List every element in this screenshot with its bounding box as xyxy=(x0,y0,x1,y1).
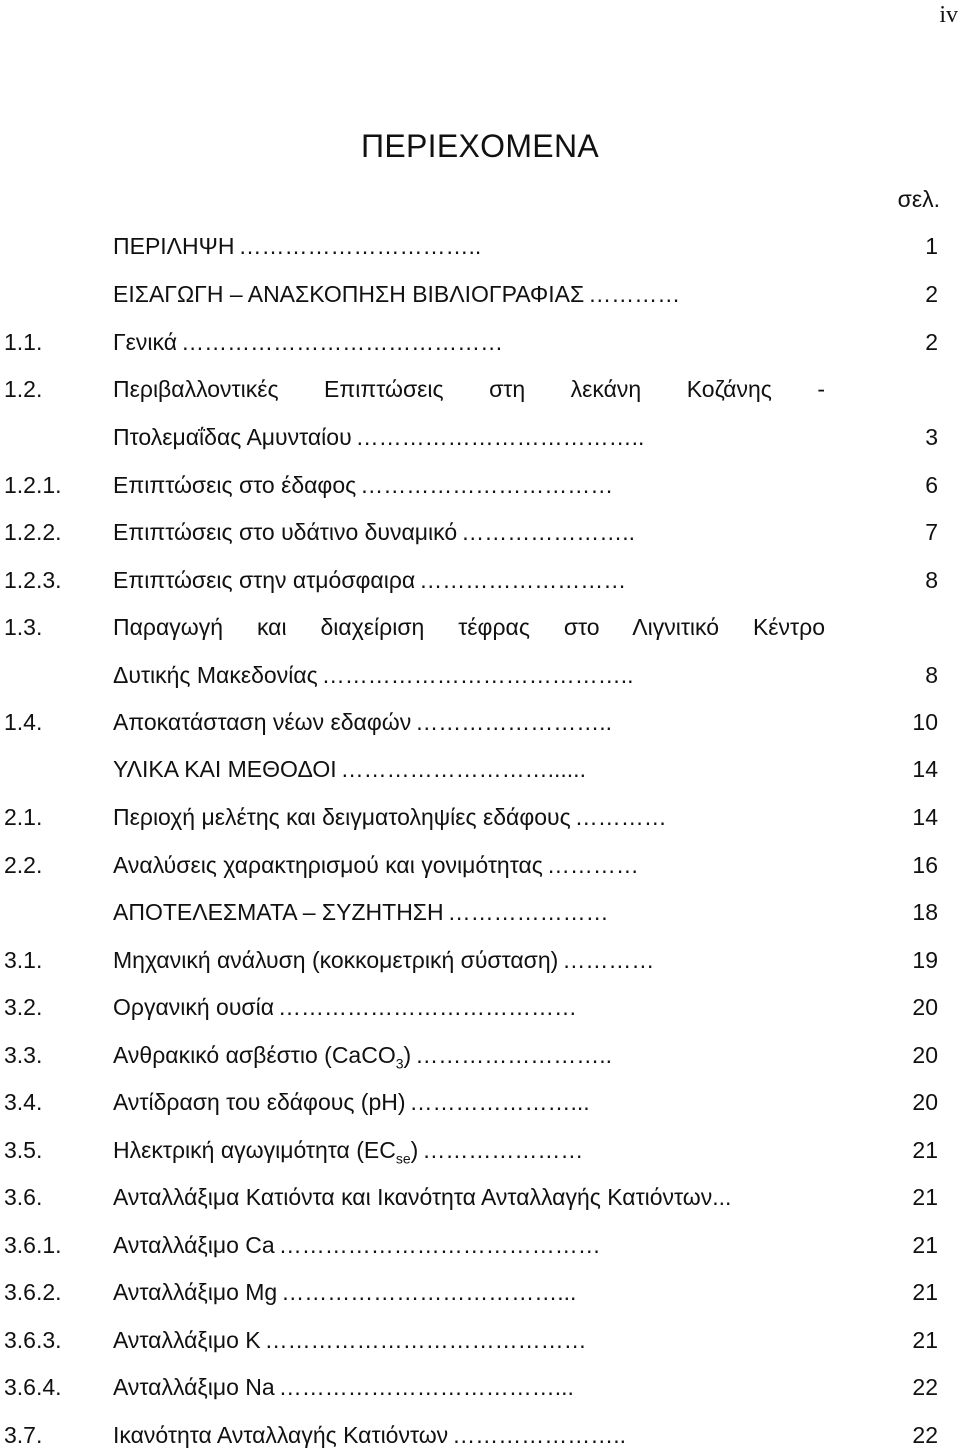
toc-entry-title-text: ΥΛΙΚΑ ΚΑΙ ΜΕΘΟΔΟΙ xyxy=(113,756,337,782)
page-number: iv xyxy=(939,2,958,28)
toc-entry xyxy=(0,610,960,644)
toc-entry xyxy=(0,1370,960,1404)
toc-entry-page: 1 xyxy=(925,233,938,259)
toc-entry-title-line xyxy=(113,800,825,834)
toc-entry xyxy=(0,515,960,549)
toc-entry-title-line xyxy=(113,1180,825,1214)
toc-entry xyxy=(0,1085,960,1119)
toc-entry xyxy=(0,800,960,834)
toc-entry-leader: ………………………………... xyxy=(281,1279,577,1305)
toc-entry-leader: ………………………………... xyxy=(278,1374,574,1400)
toc-entry xyxy=(0,705,960,739)
toc-entry-page: 18 xyxy=(912,899,938,925)
toc-entry-page: 22 xyxy=(912,1374,938,1400)
toc-entry-number: 3.6. xyxy=(4,1184,43,1210)
toc-entry-number: 1.1. xyxy=(4,329,43,355)
toc-entry-leader: …………………………………… xyxy=(264,1327,587,1353)
toc-entry-leader: …………………….. xyxy=(415,1042,612,1068)
toc-entry-leader: ………………………………… xyxy=(278,994,578,1020)
toc-entry-number: 3.6.3. xyxy=(4,1327,62,1353)
toc-entry-number: 1.3. xyxy=(4,614,43,640)
toc-entry xyxy=(0,372,960,406)
toc-entry-title-suffix: ) xyxy=(410,1137,419,1163)
toc-entry-title xyxy=(113,895,444,929)
toc-entry-leader: …………………... xyxy=(409,1089,590,1115)
toc-entry-title-line xyxy=(113,1418,825,1452)
toc-entry-title-text: Γενικά xyxy=(113,329,178,355)
toc-entry-page: 10 xyxy=(912,709,938,735)
toc-entry-title-text: Επιπτώσεις στο έδαφος xyxy=(113,472,357,498)
toc-entry-number: 1.2.3. xyxy=(4,567,62,593)
toc-entry-page: 16 xyxy=(912,852,938,878)
toc-entry-title-line xyxy=(113,610,825,644)
toc-entry-subscript: 3 xyxy=(395,1055,404,1072)
toc-entry-number: 3.6.2. xyxy=(4,1279,62,1305)
toc-entry-number: 3.6.4. xyxy=(4,1374,62,1400)
toc-entry-leader: ………… xyxy=(562,947,655,973)
toc-entry-title-text: Ηλεκτρική αγωγιμότητα (EC xyxy=(113,1137,396,1163)
toc-entry-leader: ………………… xyxy=(422,1137,584,1163)
toc-entry-title xyxy=(113,372,825,406)
toc-entry-title-text: Περιβαλλοντικές Επιπτώσεις στη λεκάνη Κοζάνης - xyxy=(113,376,825,402)
toc-entry xyxy=(0,658,960,692)
toc-entry-leader: ………… xyxy=(574,804,667,830)
toc-entry xyxy=(0,990,960,1024)
toc-entry-page: 3 xyxy=(925,424,938,450)
toc-entry-title xyxy=(113,1085,406,1119)
page-column-label: σελ. xyxy=(897,186,940,212)
toc-entry-subscript: se xyxy=(395,1150,411,1167)
toc-entry-page: 14 xyxy=(912,804,938,830)
toc-entry-title-line xyxy=(113,325,825,359)
toc-entry-title-text: Πτολεμαΐδας Αμυνταίου xyxy=(113,424,352,450)
toc-entry-title-line xyxy=(113,563,825,597)
toc-entry-title xyxy=(113,1418,448,1452)
toc-entry-leader: ………… xyxy=(588,281,681,307)
toc-entry xyxy=(0,1133,960,1167)
toc-entry-page: 7 xyxy=(925,519,938,545)
toc-entry-page: 22 xyxy=(912,1422,938,1448)
toc-entry-title-text: ΑΠΟΤΕΛΕΣΜΑΤΑ – ΣΥΖΗΤΗΣΗ xyxy=(113,899,444,925)
toc-entry-title-text: Επιπτώσεις στο υδάτινο δυναμικό xyxy=(113,519,458,545)
toc-entry-title xyxy=(113,1370,275,1404)
toc-entry-title-line xyxy=(113,277,825,311)
toc-entry-title-text: Αναλύσεις χαρακτηρισμού και γονιμότητας xyxy=(113,852,543,878)
toc-entry-leader: ………… xyxy=(546,852,639,878)
toc-entry xyxy=(0,943,960,977)
toc-entry-title-line xyxy=(113,848,825,882)
toc-entry-leader: …………………………… xyxy=(360,472,614,498)
toc-entry-number: 3.6.1. xyxy=(4,1232,62,1258)
toc-entry-title-line xyxy=(113,229,825,263)
toc-entry-number: 3.2. xyxy=(4,994,43,1020)
toc-entry-title xyxy=(113,1228,275,1262)
toc-entry-title-text: Μηχανική ανάλυση (κοκκομετρική σύσταση) xyxy=(113,947,559,973)
toc-entry xyxy=(0,1180,960,1214)
toc-entry-page: 21 xyxy=(912,1232,938,1258)
toc-entry-title-text: Ανταλλάξιμο K xyxy=(113,1327,261,1353)
toc-entry-title-text: Επιπτώσεις στην ατμόσφαιρα xyxy=(113,567,416,593)
toc-entry-title xyxy=(113,277,584,311)
toc-entry-title xyxy=(113,563,415,597)
toc-entry-title-text: Παραγωγή και διαχείριση τέφρας στο Λιγνιτικό Κέντρο xyxy=(113,614,825,640)
toc-entry xyxy=(0,1323,960,1357)
toc-entry-number: 1.2.1. xyxy=(4,472,62,498)
toc-entry-number: 3.7. xyxy=(4,1422,43,1448)
toc-entry-leader: ………………….. xyxy=(461,519,635,545)
toc-entry-leader: ……………………………….. xyxy=(355,424,645,450)
toc-entry-page: 21 xyxy=(912,1279,938,1305)
toc-entry xyxy=(0,752,960,786)
toc-entry-title-line xyxy=(113,1133,825,1167)
toc-entry-page: 21 xyxy=(912,1137,938,1163)
toc-entry-page: 21 xyxy=(912,1184,938,1210)
toc-entry-title xyxy=(113,468,356,502)
toc-entry-title xyxy=(113,990,274,1024)
toc-entry-title xyxy=(113,752,337,786)
toc-entry-page: 20 xyxy=(912,1089,938,1115)
toc-entry-title-line xyxy=(113,468,825,502)
toc-entry-title-line xyxy=(113,1038,825,1072)
toc-entry-title-line xyxy=(113,752,825,786)
toc-entry-number: 2.1. xyxy=(4,804,43,830)
toc-entry-title-text: Αντίδραση του εδάφους (pH) xyxy=(113,1089,406,1115)
toc-entry-title-suffix: ) xyxy=(403,1042,412,1068)
toc-entry-title-line xyxy=(113,895,825,929)
toc-entry-title-text: Ανθρακικό ασβέστιο (CaCO xyxy=(113,1042,396,1068)
toc-entry-title xyxy=(113,848,543,882)
toc-entry-number: 1.2.2. xyxy=(4,519,62,545)
toc-entry-title-line xyxy=(113,990,825,1024)
toc-entry-number: 3.1. xyxy=(4,947,43,973)
toc-entry xyxy=(0,325,960,359)
toc-entry-title-text: Περιοχή μελέτης και δειγματοληψίες εδάφους xyxy=(113,804,571,830)
toc-entry-title xyxy=(113,705,411,739)
toc-entry-title-line xyxy=(113,1275,825,1309)
toc-entry-title-text: Δυτικής Μακεδονίας xyxy=(113,662,318,688)
toc-entry xyxy=(0,1038,960,1072)
toc-entry-title-line xyxy=(113,943,825,977)
toc-entry-page: 20 xyxy=(912,1042,938,1068)
toc-entry-title xyxy=(113,1038,411,1072)
toc-entry-number: 3.4. xyxy=(4,1089,43,1115)
toc-entry xyxy=(0,420,960,454)
toc-entry-title xyxy=(113,1180,731,1214)
toc-entry-leader: …………………………………… xyxy=(278,1232,601,1258)
toc-entry-title xyxy=(113,229,234,263)
toc-entry-title-text: ΕΙΣΑΓΩΓΗ – ΑΝΑΣΚΟΠΗΣΗ ΒΙΒΛΙΟΓΡΑΦΙΑΣ xyxy=(113,281,585,307)
toc-entry-title-text: Ανταλλάξιμο Ca xyxy=(113,1232,275,1258)
toc-entry-title-line xyxy=(113,1085,825,1119)
toc-entry-page: 2 xyxy=(925,329,938,355)
toc-entry-page: 20 xyxy=(912,994,938,1020)
toc-entry-title xyxy=(113,610,825,644)
toc-entry-title-text: Ανταλλάξιμο Mg xyxy=(113,1279,278,1305)
toc-entry-number: 3.5. xyxy=(4,1137,43,1163)
toc-entry-leader: …………………………………… xyxy=(181,329,504,355)
toc-entry xyxy=(0,1418,960,1452)
toc-entry-title-line xyxy=(113,1228,825,1262)
toc-entry-page: 19 xyxy=(912,947,938,973)
toc-entry-page: 2 xyxy=(925,281,938,307)
toc-entry-title-text: Ικανότητα Ανταλλαγής Κατιόντων xyxy=(113,1422,449,1448)
toc-entry-title xyxy=(113,658,318,692)
toc-entry-page: 21 xyxy=(912,1327,938,1353)
toc-entry-title-line xyxy=(113,515,825,549)
toc-entry xyxy=(0,277,960,311)
toc-entry-number: 1.2. xyxy=(4,376,43,402)
toc-entry-number: 2.2. xyxy=(4,852,43,878)
toc-entry-title xyxy=(113,420,352,454)
toc-entry-leader: ……………………… xyxy=(419,567,627,593)
toc-entry-page: 8 xyxy=(925,567,938,593)
toc-entry xyxy=(0,563,960,597)
toc-entry-title xyxy=(113,1275,277,1309)
toc-entry-title xyxy=(113,943,558,977)
toc-entry-title-text: Αποκατάσταση νέων εδαφών xyxy=(113,709,412,735)
toc-entry-leader: ………………………………….. xyxy=(321,662,634,688)
toc-entry-leader: …………………….. xyxy=(415,709,612,735)
toc-entry xyxy=(0,848,960,882)
toc-entry-leader: ………………….. xyxy=(452,1422,626,1448)
toc-entry-number: 1.4. xyxy=(4,709,43,735)
toc-entry-title-line xyxy=(113,658,825,692)
toc-entry-title-text: Ανταλλάξιμο Na xyxy=(113,1374,275,1400)
toc-entry xyxy=(0,895,960,929)
toc-entry-title-line xyxy=(113,705,825,739)
toc-entry xyxy=(0,1228,960,1262)
page-title: ΠΕΡΙΕΧΟΜΕΝΑ xyxy=(360,128,600,164)
toc-entry-title xyxy=(113,800,571,834)
toc-entry-title xyxy=(113,515,457,549)
toc-entry-leader: ………………………….. xyxy=(238,233,482,259)
toc-entry-page: 14 xyxy=(912,756,938,782)
toc-entry-title-line xyxy=(113,1370,825,1404)
toc-entry-leader: ………………… xyxy=(447,899,609,925)
toc-entry-title-line xyxy=(113,1323,825,1357)
toc-entry-title-text: ΠΕΡΙΛΗΨΗ xyxy=(113,233,235,259)
toc-entry-title xyxy=(113,1323,261,1357)
toc-entry-page: 8 xyxy=(925,662,938,688)
toc-entry-title-text: Οργανική ουσία xyxy=(113,994,275,1020)
toc-entry-leader: ………………………...... xyxy=(340,756,586,782)
toc-entry-page: 6 xyxy=(925,472,938,498)
toc-entry-title-line xyxy=(113,420,825,454)
toc-entry-title xyxy=(113,325,177,359)
toc-entry-title-text: Ανταλλάξιμα Κατιόντα και Ικανότητα Ανταλλαγής Κατιόντων... xyxy=(113,1184,732,1210)
toc-entry xyxy=(0,1275,960,1309)
toc-entry-number: 3.3. xyxy=(4,1042,43,1068)
toc-entry xyxy=(0,229,960,263)
toc-entry-title-line xyxy=(113,372,825,406)
toc-entry xyxy=(0,468,960,502)
toc-entry-title xyxy=(113,1133,418,1167)
